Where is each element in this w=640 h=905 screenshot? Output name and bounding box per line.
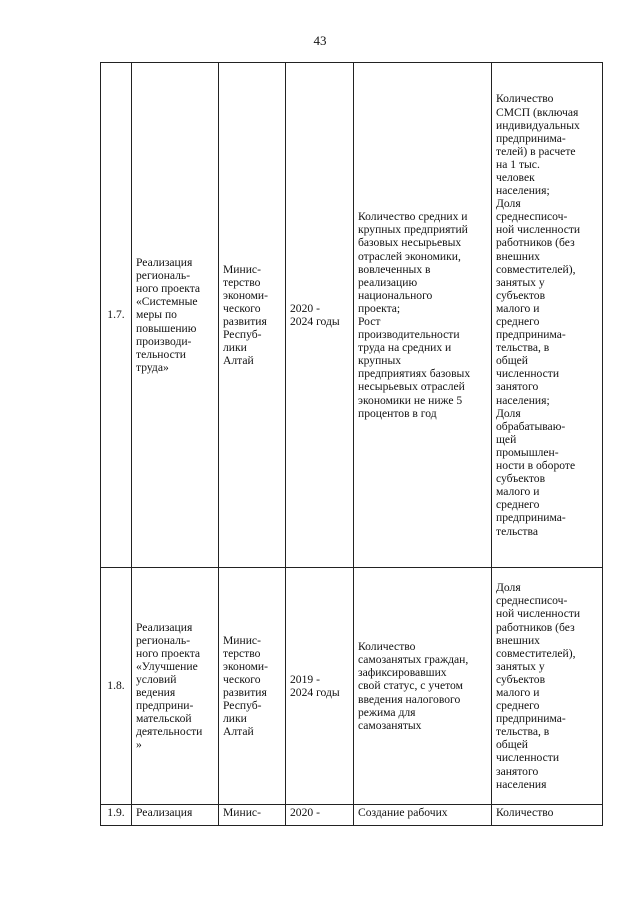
cell-text-line: малого и — [496, 686, 540, 699]
cell-text-line: человек — [496, 170, 535, 184]
expected-results-cell — [354, 63, 492, 568]
cell-text-line: Рост — [358, 315, 381, 328]
cell-text-line: Алтай — [223, 354, 254, 368]
cell-text-line: СМСП (включая — [496, 105, 579, 119]
cell-text-line: предпринима- — [496, 328, 566, 342]
cell-text-line: Доля — [496, 406, 521, 420]
cell-text-line: 2020 - — [290, 806, 320, 819]
cell-text-line: предпринима- — [496, 511, 566, 525]
cell-text-line: «Системные — [136, 295, 198, 309]
cell-text-line: повышению — [136, 321, 197, 335]
cell-text-line: среднесписоч- — [496, 210, 568, 224]
row-number-cell: 1.7. — [101, 63, 132, 568]
cell-text-line: предпринима- — [496, 712, 566, 726]
indicators-cell — [492, 568, 603, 805]
implementation-period-cell — [286, 805, 354, 826]
cell-text-line: предприятиях базовых — [358, 367, 471, 381]
cell-text-line: процентов в год — [358, 406, 437, 420]
cell-text-line: щей — [496, 432, 517, 446]
cell-text-line: Количество — [496, 806, 554, 819]
cell-text-line: обрабатываю- — [496, 419, 566, 433]
cell-text-line: ной численности — [496, 607, 581, 621]
row-number-cell: 1.9. — [101, 805, 132, 826]
implementation-period-cell — [286, 63, 354, 568]
responsible-executor-cell — [219, 568, 286, 805]
cell-text-line: Алтай — [223, 725, 254, 739]
cell-text-line: региональ- — [136, 633, 191, 647]
cell-text-line: введения налогового — [358, 692, 461, 706]
cell-text-line: национального — [358, 288, 433, 302]
cell-text-line: зафиксировавших — [358, 666, 447, 680]
cell-text-line: ведения — [136, 686, 176, 699]
project-name-cell — [132, 805, 219, 826]
cell-text-line: занятого — [496, 380, 539, 394]
cell-text-line: труда» — [136, 360, 169, 374]
table-row — [101, 63, 603, 568]
cell-text-line: тельности — [136, 347, 186, 361]
cell-text-line: Реализация — [136, 620, 193, 634]
cell-text-line: производи- — [136, 334, 192, 348]
cell-text-line: Минис- — [223, 806, 261, 819]
cell-text-line: тельства, в — [496, 725, 550, 739]
cell-text-line: деятельности — [136, 725, 203, 739]
cell-text-line: среднесписоч- — [496, 594, 568, 608]
cell-text-line: 2024 годы — [290, 315, 340, 328]
cell-text-line: Количество — [358, 640, 416, 654]
cell-text-line: экономи- — [223, 288, 268, 302]
table-row — [101, 568, 603, 805]
responsible-executor-cell — [219, 805, 286, 826]
cell-text-line: свой статус, с учетом — [358, 679, 463, 693]
cell-text-line: самозанятых — [358, 718, 422, 732]
cell-text-line: 2019 - — [290, 672, 320, 686]
cell-text-line: 2024 годы — [290, 686, 340, 699]
cell-text-line: населения; — [496, 184, 550, 198]
cell-text-line: ности в обороте — [496, 459, 576, 473]
cell-text-line: крупных предприятий — [358, 223, 468, 237]
cell-text-line: условий — [136, 672, 177, 686]
cell-text-line: совместителей), — [496, 646, 576, 660]
cell-text-line: базовых несырьевых — [358, 236, 462, 250]
cell-text-line: проекта; — [358, 301, 401, 315]
cell-text-line: численности — [496, 751, 560, 765]
cell-text-line: развития — [223, 315, 267, 328]
cell-text-line: 2020 - — [290, 301, 320, 315]
cell-text-line: «Улучшение — [136, 659, 198, 673]
cell-text-line: меры по — [136, 308, 177, 322]
cell-text-line: работников (без — [496, 620, 575, 634]
cell-text-line: внешних — [496, 633, 540, 647]
cell-text-line: мательской — [136, 712, 192, 726]
indicators-cell — [492, 805, 603, 826]
cell-text-line: терство — [223, 275, 261, 289]
cell-text-line: предприни- — [136, 699, 194, 713]
cell-text-line: населения; — [496, 393, 550, 407]
cell-text-line: труда на средних и — [358, 341, 452, 355]
measures-table — [100, 62, 603, 826]
cell-text-line: промышлен- — [496, 445, 559, 459]
cell-text-line: занятых у — [496, 659, 545, 673]
cell-text-line: малого и — [496, 485, 540, 499]
cell-text-line: Создание рабочих — [358, 806, 448, 819]
table-row — [101, 805, 603, 826]
cell-text-line: экономи- — [223, 659, 268, 673]
cell-text-line: малого и — [496, 301, 540, 315]
page-number: 43 — [313, 33, 327, 48]
row-number-cell: 1.8. — [101, 568, 132, 805]
project-name-cell — [132, 568, 219, 805]
cell-text-line: развития — [223, 686, 267, 699]
cell-text-line: субъектов — [496, 288, 546, 302]
implementation-period-cell — [286, 568, 354, 805]
cell-text-line: региональ- — [136, 269, 191, 283]
cell-text-line: внешних — [496, 249, 540, 263]
cell-text-line: общей — [496, 738, 528, 752]
cell-text-line: лики — [223, 341, 247, 355]
cell-text-line: совместителей), — [496, 262, 576, 276]
cell-text-line: реализацию — [358, 275, 418, 289]
cell-text-line: производительности — [358, 328, 460, 342]
cell-text-line: среднего — [496, 315, 540, 328]
cell-text-line: Реализация — [136, 806, 193, 819]
cell-text-line: Респуб- — [223, 699, 262, 713]
cell-text-line: телей) в расчете — [496, 144, 576, 158]
cell-text-line: на 1 тыс. — [496, 157, 540, 171]
cell-text-line: Минис- — [223, 262, 261, 276]
cell-text-line: ного проекта — [136, 646, 201, 660]
cell-text-line: среднего — [496, 699, 540, 713]
cell-text-line: Количество средних и — [358, 210, 468, 224]
responsible-executor-cell — [219, 63, 286, 568]
cell-text-line: » — [136, 738, 142, 752]
cell-text-line: работников (без — [496, 236, 575, 250]
cell-text-line: самозанятых граждан, — [358, 653, 469, 667]
cell-text-line: Минис- — [223, 633, 261, 647]
cell-text-line: ного проекта — [136, 282, 201, 296]
indicators-cell — [492, 63, 603, 568]
cell-text-line: занятого — [496, 764, 539, 778]
cell-text-line: Респуб- — [223, 328, 262, 342]
cell-text-line: ной численности — [496, 223, 581, 237]
cell-text-line: ческого — [223, 301, 261, 315]
expected-results-cell — [354, 568, 492, 805]
cell-text-line: общей — [496, 354, 528, 368]
cell-text-line: Доля — [496, 197, 521, 211]
cell-text-line: занятых у — [496, 275, 545, 289]
cell-text-line: Количество — [496, 92, 554, 106]
project-name-cell — [132, 63, 219, 568]
cell-text-line: тельства — [496, 524, 538, 538]
cell-text-line: вовлеченных в — [358, 262, 431, 276]
cell-text-line: ческого — [223, 672, 261, 686]
cell-text-line: лики — [223, 712, 247, 726]
cell-text-line: индивидуальных — [496, 118, 580, 132]
cell-text-line: среднего — [496, 498, 540, 512]
cell-text-line: терство — [223, 646, 261, 660]
cell-text-line: субъектов — [496, 672, 546, 686]
expected-results-cell — [354, 805, 492, 826]
cell-text-line: несырьевых отраслей — [358, 380, 465, 394]
cell-text-line: Реализация — [136, 256, 193, 270]
cell-text-line: экономики не ниже 5 — [358, 393, 463, 407]
cell-text-line: режима для — [358, 705, 416, 719]
cell-text-line: Доля — [496, 581, 521, 595]
cell-text-line: отраслей экономики, — [358, 249, 461, 263]
cell-text-line: субъектов — [496, 472, 546, 486]
cell-text-line: населения — [496, 777, 547, 791]
cell-text-line: предпринима- — [496, 131, 566, 145]
cell-text-line: крупных — [358, 354, 402, 368]
cell-text-line: тельства, в — [496, 341, 550, 355]
cell-text-line: численности — [496, 367, 560, 381]
